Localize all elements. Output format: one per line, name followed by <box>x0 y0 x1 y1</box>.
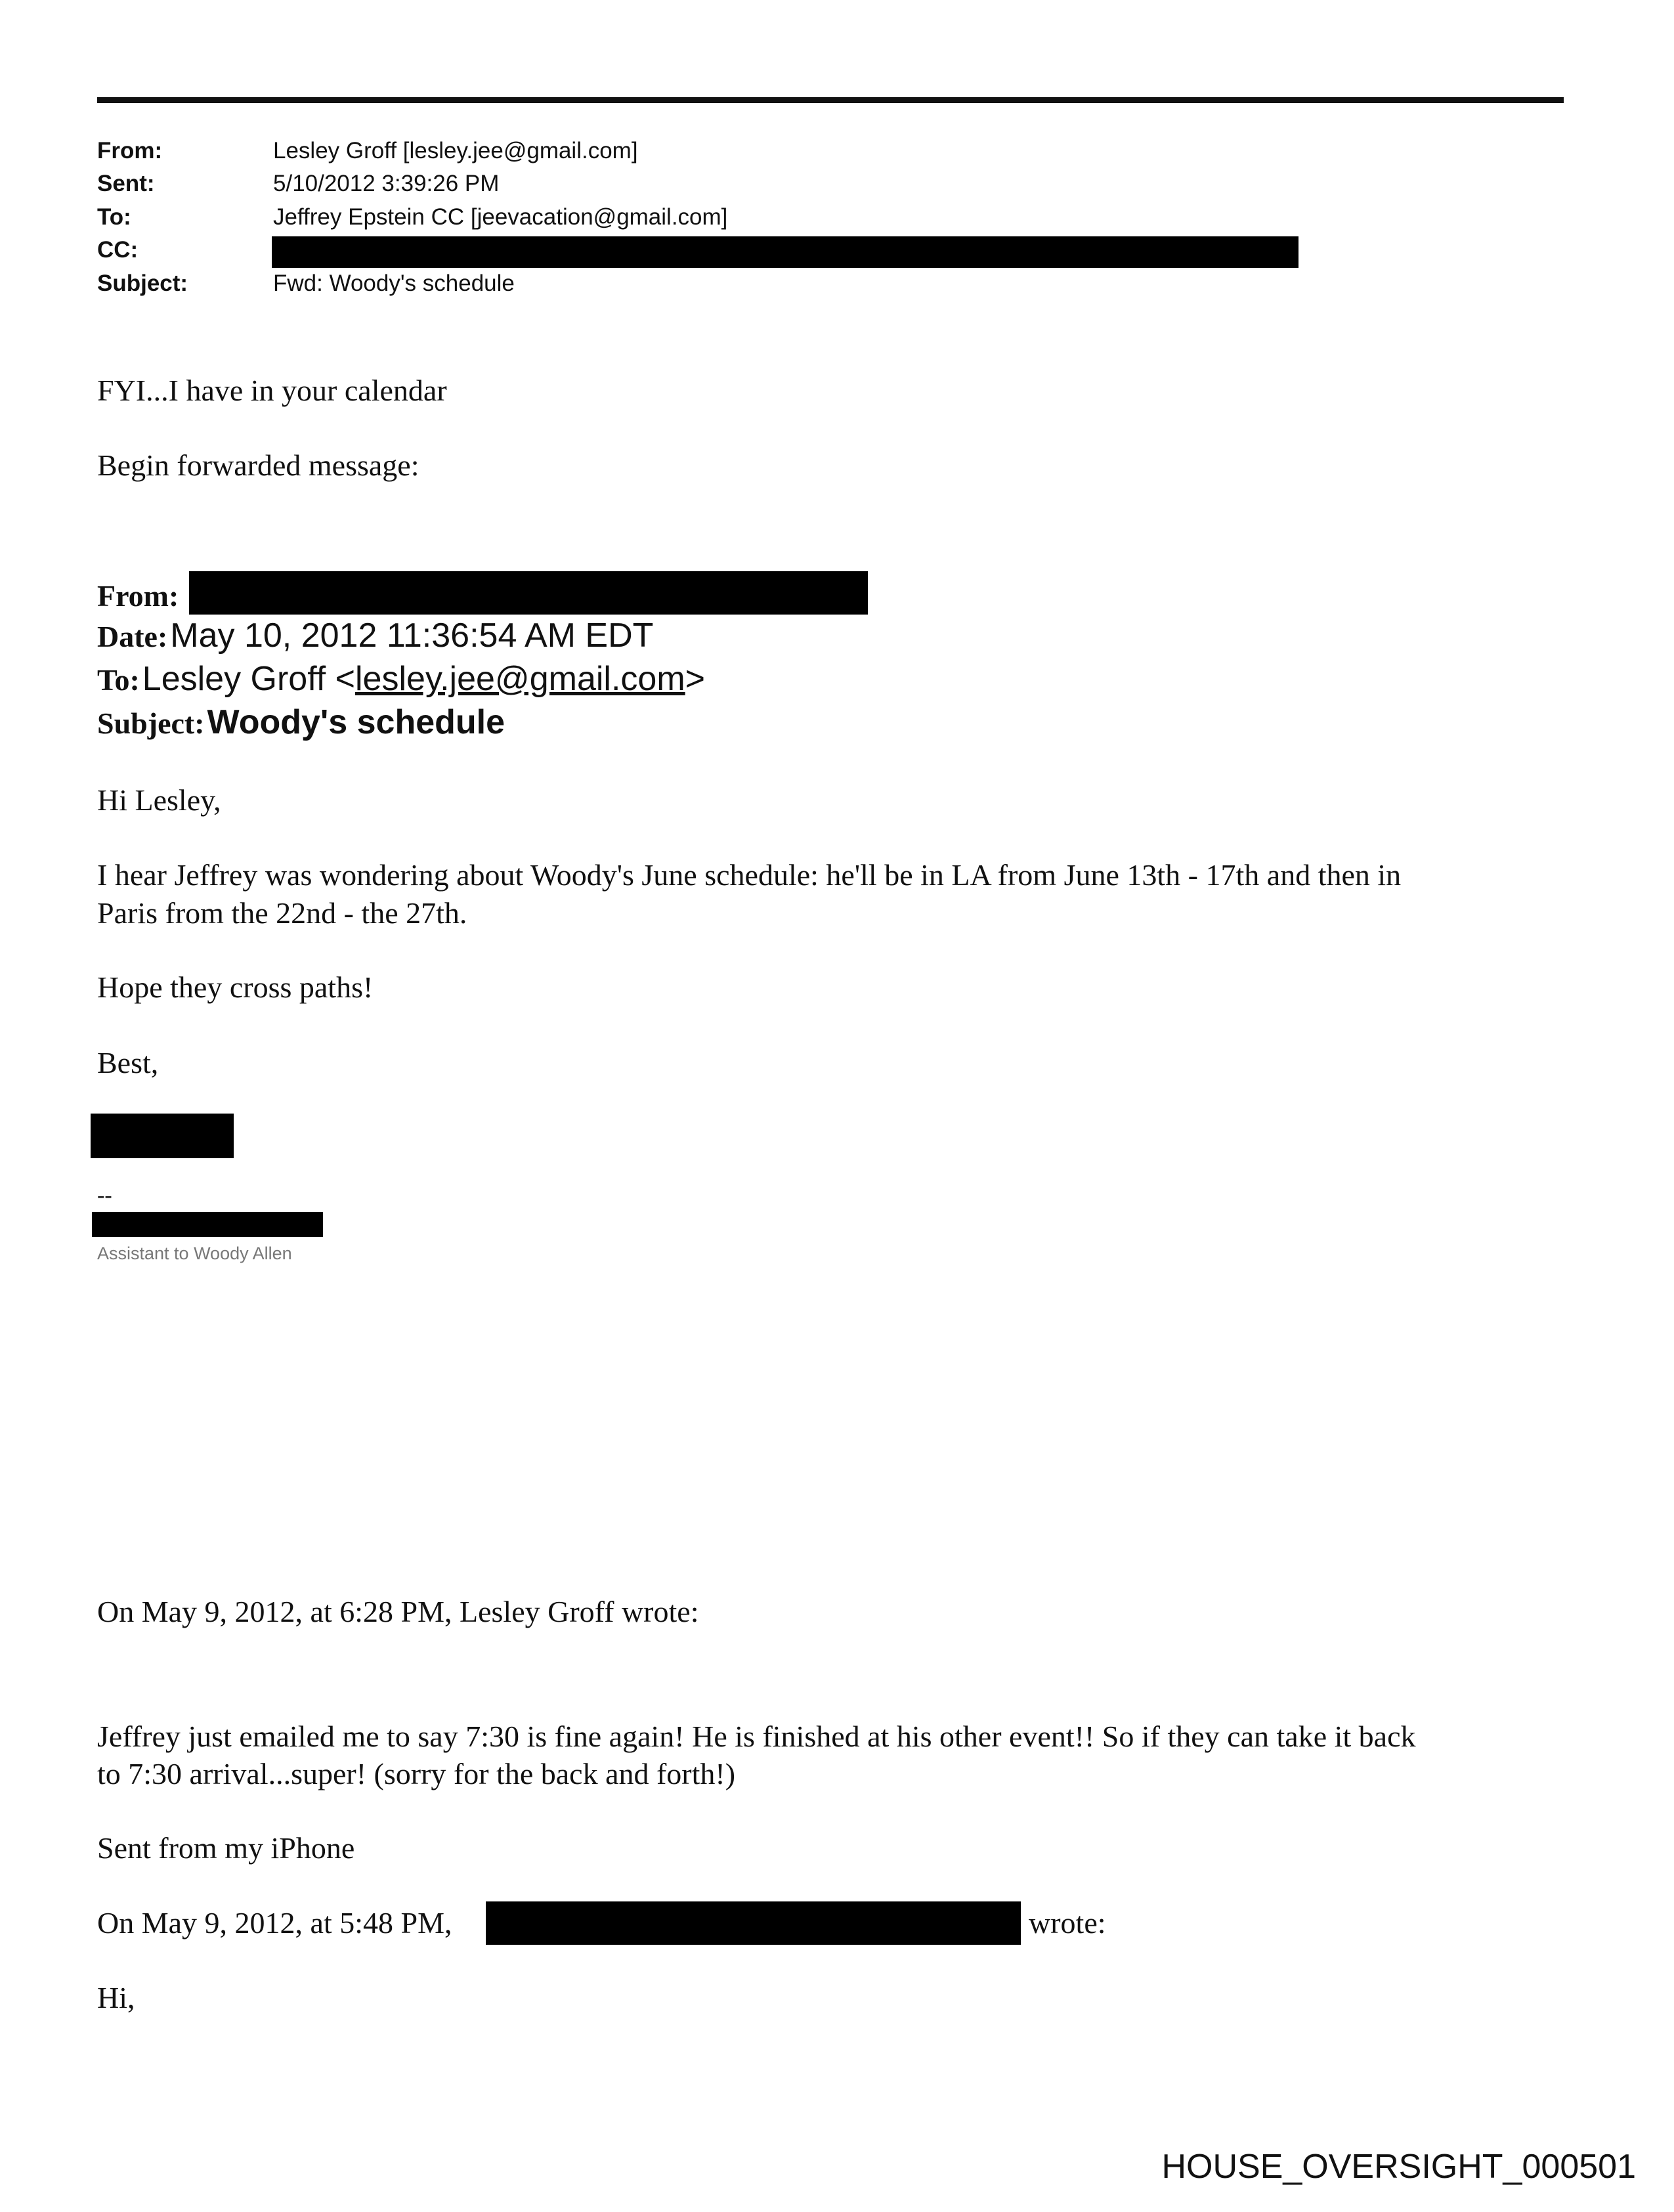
fwd-to-close: > <box>685 660 706 698</box>
reply2-intro-prefix: On May 9, 2012, at 5:48 PM, <box>97 1906 452 1940</box>
fwd-closing: Best, <box>97 1046 159 1079</box>
top-rule <box>97 97 1564 103</box>
reply2-sender-redaction <box>486 1901 1021 1945</box>
fwd-greeting: Hi Lesley, <box>97 783 221 817</box>
fwd-from-row <box>97 581 179 611</box>
fwd-paragraph-line-1: I hear Jeffrey was wondering about Woody's June schedule: he'll be in LA from June 13th - 17th and then in <box>97 858 1402 892</box>
reply1-line-1: Jeffrey just emailed me to say 7:30 is fine again! He is finished at his other event!! So if they can take it back <box>97 1720 1416 1753</box>
header-cc-label: CC: <box>97 237 139 263</box>
signature-line-redaction <box>92 1212 323 1237</box>
bates-number: HOUSE_OVERSIGHT_000501 <box>1161 2148 1636 2186</box>
fyi-line: FYI...I have in your calendar <box>97 374 447 407</box>
fwd-to-label: To: <box>97 663 140 697</box>
header-to-label: To: <box>97 204 131 230</box>
fwd-subject-value: Woody's schedule <box>207 703 505 741</box>
header-from-label: From: <box>97 138 163 163</box>
fwd-from-redaction <box>189 571 868 615</box>
fwd-to-name: Lesley Groff < <box>142 660 355 698</box>
header-subject-label: Subject: <box>97 271 188 296</box>
fwd-paragraph-line-2: Paris from the 22nd - the 27th. <box>97 896 467 930</box>
reply1-intro: On May 9, 2012, at 6:28 PM, Lesley Groff wrote: <box>97 1595 699 1628</box>
fwd-subject-row <box>97 705 505 739</box>
fwd-date-value: May 10, 2012 11:36:54 AM EDT <box>170 617 654 655</box>
reply1-sent-from: Sent from my iPhone <box>97 1831 355 1865</box>
header-sent-label: Sent: <box>97 171 155 196</box>
header-to-value: Jeffrey Epstein CC [jeevacation@gmail.com] <box>273 204 728 230</box>
fwd-from-label: From: <box>97 579 179 613</box>
reply1-line-2: to 7:30 arrival...super! (sorry for the back and forth!) <box>97 1757 736 1790</box>
signature-name-redaction <box>91 1114 234 1158</box>
header-subject-value: Fwd: Woody's schedule <box>273 271 515 296</box>
fwd-to-row <box>97 662 705 696</box>
header-sent-value: 5/10/2012 3:39:26 PM <box>273 171 500 196</box>
reply2-greeting: Hi, <box>97 1981 135 2014</box>
fwd-to-email-link[interactable]: lesley.jee@gmail.com <box>355 660 685 698</box>
fwd-hope-line: Hope they cross paths! <box>97 970 374 1004</box>
reply2-intro-suffix: wrote: <box>1029 1906 1106 1940</box>
cc-redaction <box>272 236 1298 268</box>
header-from-value: Lesley Groff [lesley.jee@gmail.com] <box>273 138 638 163</box>
fwd-subject-label: Subject: <box>97 706 205 740</box>
signature-title: Assistant to Woody Allen <box>97 1244 292 1263</box>
fwd-date-row <box>97 618 653 653</box>
fwd-date-label: Date: <box>97 620 168 653</box>
signature-dash: -- <box>97 1183 112 1207</box>
begin-forwarded-line: Begin forwarded message: <box>97 448 419 482</box>
